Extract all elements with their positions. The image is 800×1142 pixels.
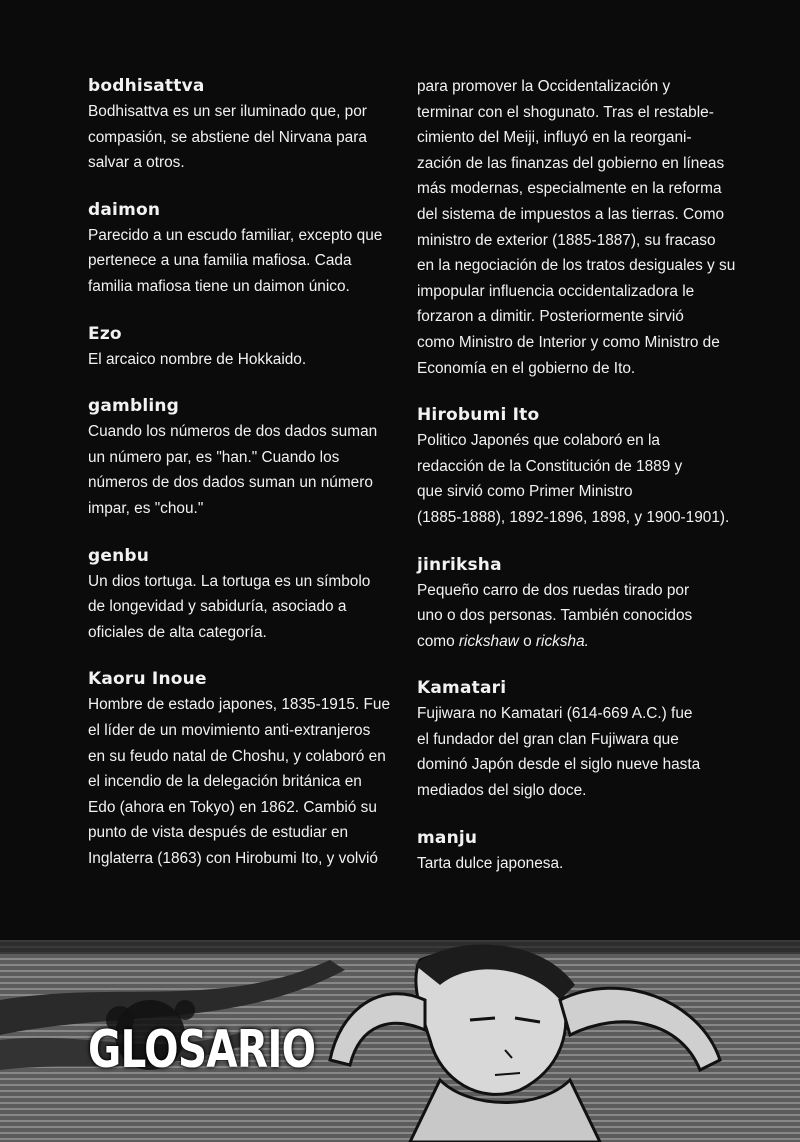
glossary-definition: El arcaico nombre de Hokkaido. [88, 350, 307, 368]
glossary-definition: Tarta dulce japonesa. [417, 854, 564, 872]
glossary-entry-gambling [88, 394, 400, 521]
glossary-term: gambling [88, 396, 180, 417]
glossary-entry-kamatari [417, 676, 747, 803]
glossary-entry-bodhisattva [88, 74, 400, 176]
glossary-definition: Politico Japonés que colaboró en la redacción de la Constitución de 1889 y que sirvió como Primer Ministro (1885-1888), 1892-1896, 1898, y 1900-1901). [417, 432, 730, 526]
glossary-definition: Un dios tortuga. La tortuga es un símbolo de longevidad y sabiduría, asociado a oficiales de alta categoría. [88, 572, 371, 641]
glossary-definition-continuation: para promover la Occidentalización y terminar con el shogunato. Tras el restable- cimiento del Meiji, influyó en la reorgani- zación de las finanzas del gobierno en líneas más modernas, especialmente en la reforma del sistema de impuestos a las tierras. Como ministro de exterior (1885-1887), su fracaso en la negociación de los tratos desiguales y su impopular influencia occidentalizadora le forzaron a dimitir. Posteriormente sirvió como Ministro de Interior y como Ministro de Economía en el gobierno de Ito. [417, 78, 736, 377]
glossary-term: Kaoru Inoue [88, 669, 207, 690]
page-title: GLOSARIO [88, 1020, 316, 1080]
glossary-definition [417, 578, 747, 655]
definition-italic-term: rickshaw [458, 632, 519, 650]
glossary-left-column [88, 74, 400, 893]
glossary-entry-jinriksha [417, 553, 747, 655]
glossary-entry-kaoru-inoue [88, 667, 400, 871]
glossary-entry-manju [417, 826, 747, 877]
definition-text: o [518, 632, 536, 650]
glossary-term: Kamatari [417, 678, 507, 699]
glossary-term: daimon [88, 199, 161, 220]
glossary-entry-kaoru-inoue-continued [417, 74, 747, 381]
glossary-term: bodhisattva [88, 76, 205, 96]
glossary-entry-hirobumi-ito [417, 403, 747, 530]
glossary-entry-daimon [88, 198, 400, 300]
glossary-term: Hirobumi Ito [417, 405, 540, 426]
definition-italic-term: ricksha. [535, 632, 589, 650]
glossary-definition: Cuando los números de dos dados suman un número par, es "han." Cuando los números de dos dados suman un número impar, es "chou." [88, 423, 378, 517]
glossary-definition: Hombre de estado japones, 1835-1915. Fue el líder de un movimiento anti-extranjeros en su feudo natal de Choshu, y colaboró en el incendio de la delegación británica en Edo (ahora en Tokyo) en 1862. Cambió su punto de vista después de estudiar en Inglaterra (1863) con Hirobumi Ito, y volvió [88, 696, 391, 867]
glossary-term: genbu [88, 545, 150, 566]
glossary-definition: Parecido a un escudo familiar, excepto que pertenece a una familia mafiosa. Cada familia mafiosa tiene un daimon único. [88, 226, 383, 295]
glossary-term: jinriksha [417, 554, 502, 575]
glossary-entry-genbu [88, 544, 400, 646]
glossary-definition: Bodhisattva es un ser iluminado que, por compasión, se abstiene del Nirvana para salvar a otros. [88, 103, 367, 172]
definition-text: Pequeño carro de dos ruedas tirado por uno o dos personas. También conocidos como [417, 581, 693, 650]
glossary-term: manju [417, 827, 478, 848]
glossary-right-column [417, 74, 747, 898]
glossary-term: Ezo [88, 323, 122, 344]
glossary-entry-ezo [88, 322, 400, 373]
glossary-definition: Fujiwara no Kamatari (614-669 A.C.) fue el fundador del gran clan Fujiwara que dominó Japón desde el siglo nueve hasta mediados del siglo doce. [417, 705, 701, 800]
